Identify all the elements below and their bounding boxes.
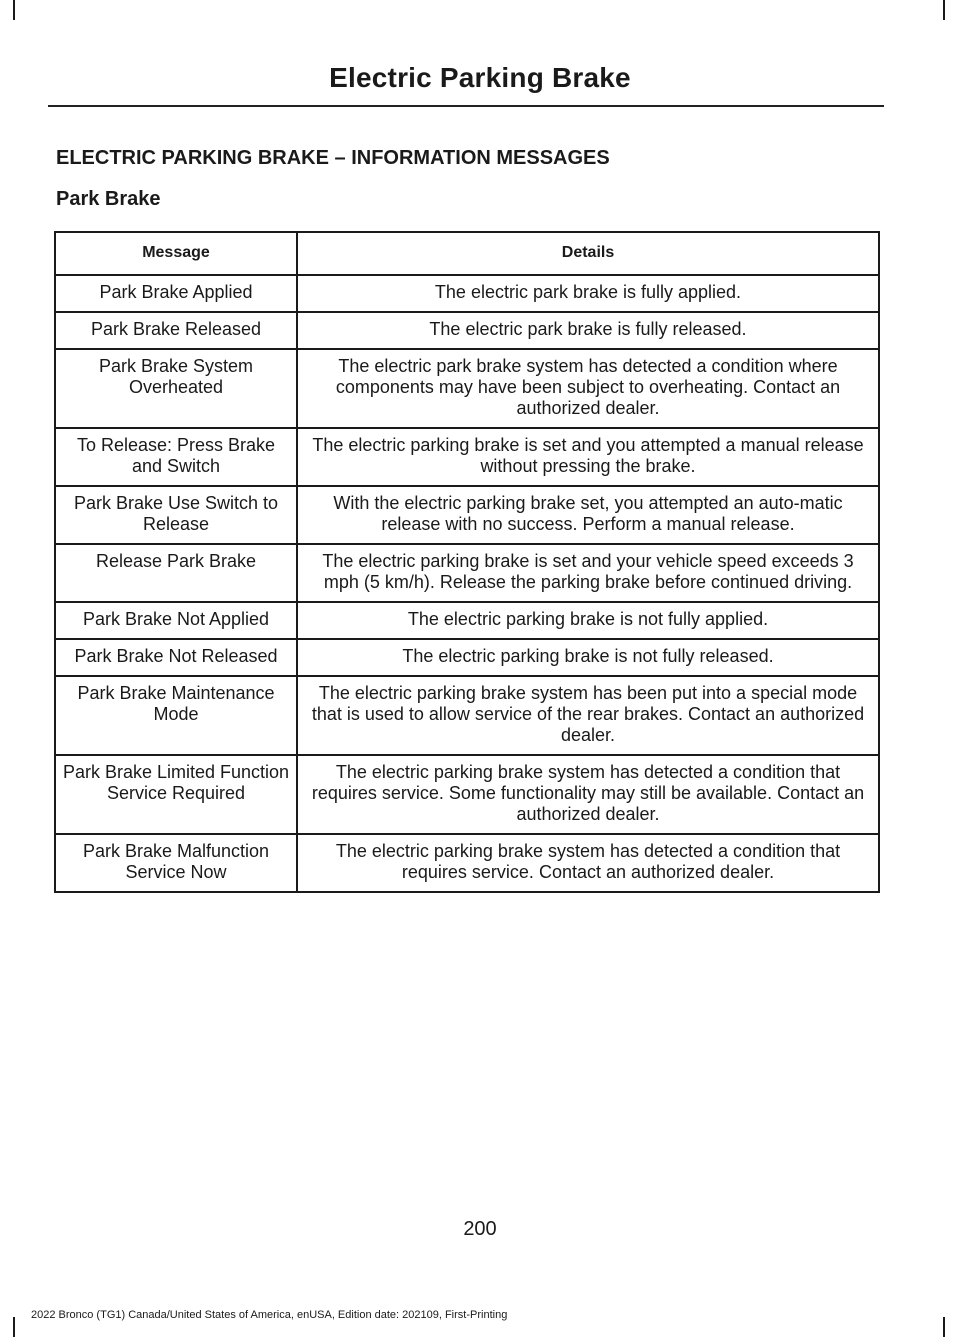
details-cell: The electric park brake system has detected a condition where components may have been subject to overheating. Contact an authorized dealer.: [297, 349, 879, 428]
table-row: [55, 639, 879, 676]
message-cell: Park Brake Malfunction Service Now: [55, 834, 297, 892]
message-cell: Park Brake Not Released: [55, 639, 297, 676]
table-row: [55, 349, 879, 428]
message-cell: Park Brake Maintenance Mode: [55, 676, 297, 755]
crop-mark-bottom-right: [943, 1317, 945, 1337]
column-header-message: Message: [55, 232, 297, 275]
details-cell: The electric parking brake is set and you attempted a manual release without pressing the brake.: [297, 428, 879, 486]
crop-mark-top-right: [943, 0, 945, 20]
edition-footer: 2022 Bronco (TG1) Canada/United States of America, enUSA, Edition date: 202109, First-Printing: [31, 1309, 508, 1321]
crop-mark-top-left: [13, 0, 15, 20]
message-cell: Release Park Brake: [55, 544, 297, 602]
details-cell: The electric parking brake is not fully applied.: [297, 602, 879, 639]
section-title: ELECTRIC PARKING BRAKE – INFORMATION MESSAGES: [56, 147, 610, 169]
page-number: 200: [463, 1218, 497, 1240]
table-row: [55, 275, 879, 312]
message-cell: Park Brake Limited Function Service Required: [55, 755, 297, 834]
subsection-title: Park Brake: [56, 188, 161, 210]
table-row: [55, 834, 879, 892]
message-cell: Park Brake Not Applied: [55, 602, 297, 639]
table-row: [55, 544, 879, 602]
details-cell: The electric parking brake system has detected a condition that requires service. Some functionality may still be available. Contact an authorized dealer.: [297, 755, 879, 834]
details-cell: The electric parking brake system has detected a condition that requires service. Contact an authorized dealer.: [297, 834, 879, 892]
message-cell: Park Brake Use Switch to Release: [55, 486, 297, 544]
details-cell: The electric parking brake is not fully released.: [297, 639, 879, 676]
details-cell: With the electric parking brake set, you attempted an auto-matic release with no success. Perform a manual release.: [297, 486, 879, 544]
message-cell: To Release: Press Brake and Switch: [55, 428, 297, 486]
details-cell: The electric park brake is fully released.: [297, 312, 879, 349]
details-cell: The electric park brake is fully applied.: [297, 275, 879, 312]
table-row: [55, 486, 879, 544]
table-row: [55, 312, 879, 349]
table-row: [55, 755, 879, 834]
page-header-title: Electric Parking Brake: [329, 62, 631, 93]
table-row: [55, 676, 879, 755]
message-cell: Park Brake System Overheated: [55, 349, 297, 428]
header-divider: [48, 105, 884, 107]
column-header-details: Details: [297, 232, 879, 275]
information-messages-table: [54, 231, 880, 893]
table-row: [55, 602, 879, 639]
crop-mark-bottom-left: [13, 1317, 15, 1337]
message-cell: Park Brake Released: [55, 312, 297, 349]
details-cell: The electric parking brake system has been put into a special mode that is used to allow service of the rear brakes. Contact an authorized dealer.: [297, 676, 879, 755]
message-cell: Park Brake Applied: [55, 275, 297, 312]
details-cell: The electric parking brake is set and your vehicle speed exceeds 3 mph (5 km/h). Release the parking brake before continued driving.: [297, 544, 879, 602]
table-row: [55, 428, 879, 486]
table-header-row: [55, 232, 879, 275]
